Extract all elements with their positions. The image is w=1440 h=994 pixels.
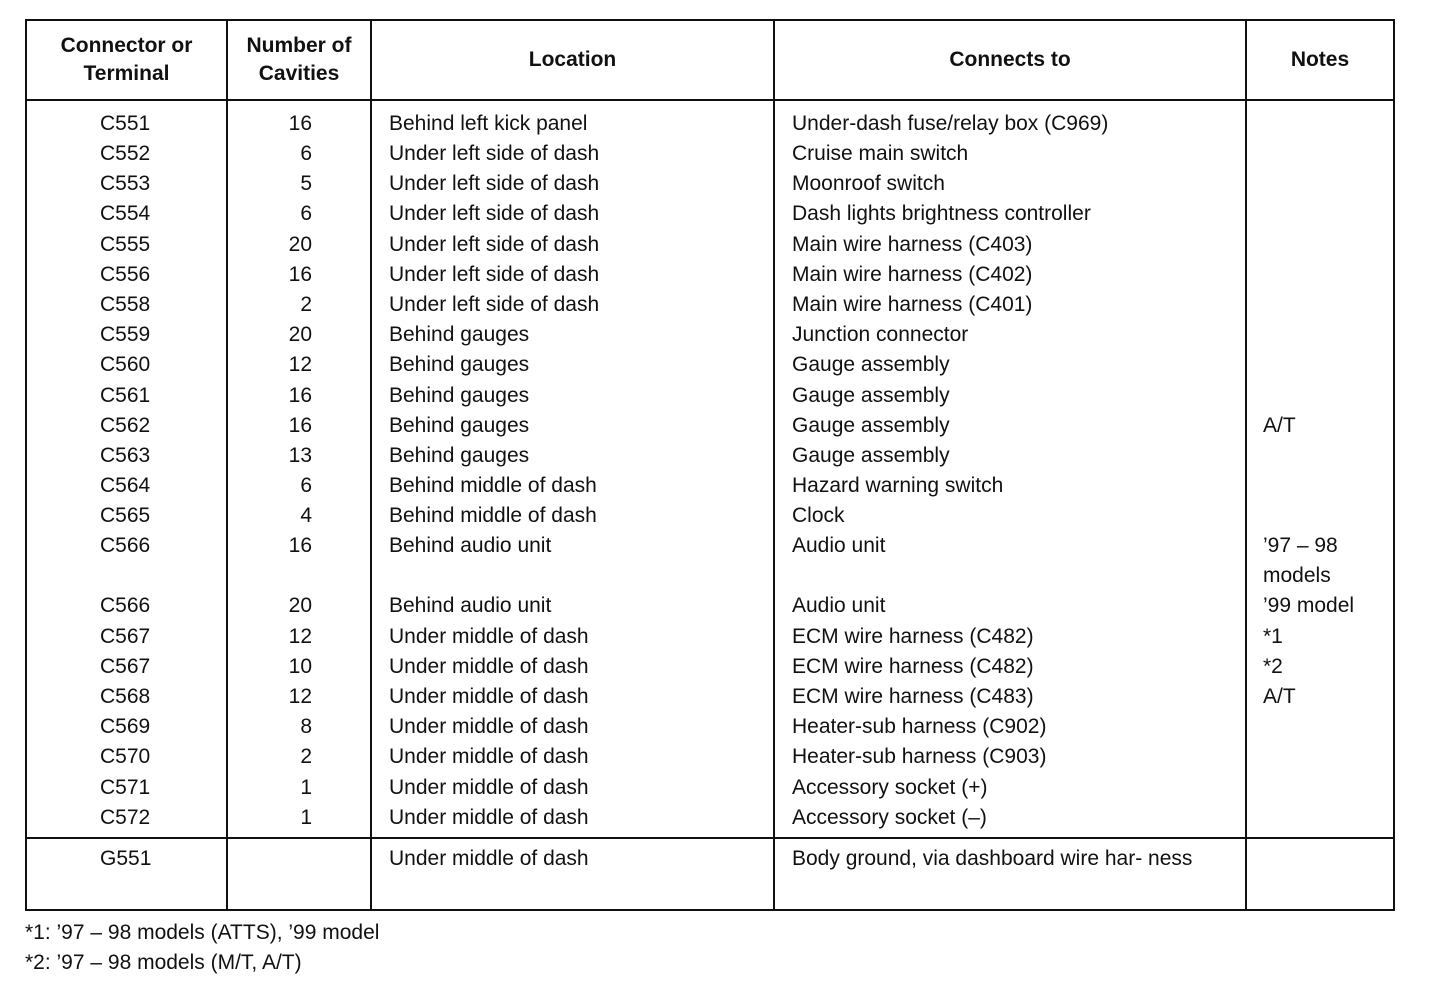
cell-notes — [1246, 199, 1394, 229]
cell-connector: C566 — [26, 531, 227, 591]
table-row — [26, 169, 1394, 199]
cell-notes — [1246, 712, 1394, 742]
cell-location: Under middle of dash — [371, 712, 774, 742]
cell-connector: C569 — [26, 712, 227, 742]
connector-table — [25, 19, 1395, 911]
header-row — [26, 20, 1394, 100]
cell-location: Under middle of dash — [371, 742, 774, 772]
cell-connector: C554 — [26, 199, 227, 229]
cell-cavities — [227, 838, 371, 910]
cell-location: Behind gauges — [371, 350, 774, 380]
cell-cavities: 16 — [227, 260, 371, 290]
cell-location: Behind left kick panel — [371, 100, 774, 139]
cell-location: Behind audio unit — [371, 591, 774, 621]
table-row — [26, 381, 1394, 411]
cell-cavities: 1 — [227, 773, 371, 803]
cell-notes: ’99 model — [1246, 591, 1394, 621]
cell-location: Behind middle of dash — [371, 471, 774, 501]
table-row — [26, 471, 1394, 501]
cell-cavities: 12 — [227, 682, 371, 712]
cell-connects-to: Heater-sub harness (C903) — [774, 742, 1246, 772]
cell-location: Under middle of dash — [371, 622, 774, 652]
cell-location: Behind gauges — [371, 381, 774, 411]
table-row — [26, 742, 1394, 772]
cell-connects-to: Junction connector — [774, 320, 1246, 350]
cell-cavities: 6 — [227, 139, 371, 169]
cell-notes — [1246, 773, 1394, 803]
cell-connects-to: ECM wire harness (C482) — [774, 622, 1246, 652]
ground-section — [26, 838, 1394, 910]
cell-notes — [1246, 230, 1394, 260]
table-row — [26, 712, 1394, 742]
cell-connector: C555 — [26, 230, 227, 260]
cell-connector: C559 — [26, 320, 227, 350]
cell-connector: C556 — [26, 260, 227, 290]
table-row — [26, 501, 1394, 531]
cell-notes — [1246, 471, 1394, 501]
cell-notes — [1246, 290, 1394, 320]
cell-connector: C562 — [26, 411, 227, 441]
cell-connects-to: Gauge assembly — [774, 350, 1246, 380]
cell-cavities: 6 — [227, 199, 371, 229]
cell-notes — [1246, 100, 1394, 139]
cell-notes — [1246, 441, 1394, 471]
cell-cavities: 2 — [227, 290, 371, 320]
cell-cavities: 2 — [227, 742, 371, 772]
table-row — [26, 682, 1394, 712]
cell-connects-to: Accessory socket (–) — [774, 803, 1246, 838]
cell-connector: C567 — [26, 652, 227, 682]
cell-connects-to: Audio unit — [774, 531, 1246, 591]
cell-cavities: 8 — [227, 712, 371, 742]
cell-notes — [1246, 803, 1394, 838]
cell-location: Under middle of dash — [371, 652, 774, 682]
cell-location: Under left side of dash — [371, 230, 774, 260]
cell-location: Behind gauges — [371, 411, 774, 441]
cell-connects-to: Clock — [774, 501, 1246, 531]
cell-cavities: 10 — [227, 652, 371, 682]
cell-location: Under left side of dash — [371, 139, 774, 169]
cell-connector: C558 — [26, 290, 227, 320]
cell-connector: C565 — [26, 501, 227, 531]
header-notes: Notes — [1246, 20, 1394, 100]
cell-connector: C564 — [26, 471, 227, 501]
cell-connector: C572 — [26, 803, 227, 838]
cell-connects-to: Gauge assembly — [774, 441, 1246, 471]
cell-location: Under left side of dash — [371, 260, 774, 290]
cell-connects-to: Hazard warning switch — [774, 471, 1246, 501]
cell-notes — [1246, 838, 1394, 910]
cell-notes: ’97 – 98 models — [1246, 531, 1394, 591]
cell-notes: A/T — [1246, 682, 1394, 712]
cell-location: Under middle of dash — [371, 773, 774, 803]
cell-cavities: 5 — [227, 169, 371, 199]
cell-cavities: 13 — [227, 441, 371, 471]
header-connector: Connector or Terminal — [26, 20, 227, 100]
cell-notes — [1246, 381, 1394, 411]
cell-connector: C571 — [26, 773, 227, 803]
cell-notes — [1246, 742, 1394, 772]
table-row — [26, 652, 1394, 682]
cell-connects-to: Body ground, via dashboard wire har- ness — [774, 838, 1246, 910]
table-row — [26, 803, 1394, 838]
cell-notes — [1246, 139, 1394, 169]
table-row — [26, 441, 1394, 471]
table-row — [26, 260, 1394, 290]
cell-location: Under middle of dash — [371, 803, 774, 838]
cell-connector: C552 — [26, 139, 227, 169]
table-body — [26, 100, 1394, 838]
header-cavities: Number of Cavities — [227, 20, 371, 100]
table-row — [26, 290, 1394, 320]
cell-location: Under left side of dash — [371, 169, 774, 199]
table-row — [26, 591, 1394, 621]
footnote-2: *2: ’97 – 98 models (M/T, A/T) — [25, 951, 302, 974]
table-row — [26, 230, 1394, 260]
table-row — [26, 773, 1394, 803]
cell-cavities: 12 — [227, 350, 371, 380]
cell-connects-to: Heater-sub harness (C902) — [774, 712, 1246, 742]
cell-location: Under middle of dash — [371, 682, 774, 712]
cell-connector: C567 — [26, 622, 227, 652]
cell-location: Behind gauges — [371, 320, 774, 350]
cell-cavities: 1 — [227, 803, 371, 838]
cell-cavities: 20 — [227, 320, 371, 350]
cell-connector: C563 — [26, 441, 227, 471]
cell-connects-to: Dash lights brightness controller — [774, 199, 1246, 229]
table-row — [26, 411, 1394, 441]
cell-connector: C560 — [26, 350, 227, 380]
cell-location: Behind middle of dash — [371, 501, 774, 531]
cell-location: Under middle of dash — [371, 838, 774, 910]
cell-notes — [1246, 169, 1394, 199]
cell-notes — [1246, 501, 1394, 531]
table-row — [26, 350, 1394, 380]
cell-cavities: 6 — [227, 471, 371, 501]
cell-connects-to: ECM wire harness (C483) — [774, 682, 1246, 712]
cell-connects-to: Main wire harness (C403) — [774, 230, 1246, 260]
cell-cavities: 16 — [227, 411, 371, 441]
cell-connector: C566 — [26, 591, 227, 621]
cell-connects-to: Gauge assembly — [774, 381, 1246, 411]
cell-connector: C570 — [26, 742, 227, 772]
cell-connector: G551 — [26, 838, 227, 910]
cell-location: Behind gauges — [371, 441, 774, 471]
cell-cavities: 4 — [227, 501, 371, 531]
cell-connects-to: ECM wire harness (C482) — [774, 652, 1246, 682]
cell-location: Behind audio unit — [371, 531, 774, 591]
table-row — [26, 531, 1394, 591]
cell-connects-to: Accessory socket (+) — [774, 773, 1246, 803]
footnote-1: *1: ’97 – 98 models (ATTS), ’99 model — [25, 921, 380, 944]
cell-connector: C551 — [26, 100, 227, 139]
cell-connector: C568 — [26, 682, 227, 712]
cell-connects-to: Main wire harness (C401) — [774, 290, 1246, 320]
cell-location: Under left side of dash — [371, 290, 774, 320]
cell-connector: C553 — [26, 169, 227, 199]
cell-cavities: 16 — [227, 381, 371, 411]
header-connects-to: Connects to — [774, 20, 1246, 100]
table-row-ground — [26, 838, 1394, 910]
cell-connector: C561 — [26, 381, 227, 411]
table-row — [26, 139, 1394, 169]
cell-cavities: 16 — [227, 100, 371, 139]
table-row — [26, 199, 1394, 229]
table-row — [26, 622, 1394, 652]
table-row — [26, 320, 1394, 350]
table-row — [26, 100, 1394, 139]
header-location: Location — [371, 20, 774, 100]
cell-connects-to: Audio unit — [774, 591, 1246, 621]
cell-cavities: 20 — [227, 230, 371, 260]
cell-location: Under left side of dash — [371, 199, 774, 229]
footnotes — [25, 918, 379, 978]
cell-notes: A/T — [1246, 411, 1394, 441]
cell-notes — [1246, 320, 1394, 350]
cell-connects-to: Moonroof switch — [774, 169, 1246, 199]
cell-connects-to: Under-dash fuse/relay box (C969) — [774, 100, 1246, 139]
cell-notes — [1246, 260, 1394, 290]
cell-connects-to: Cruise main switch — [774, 139, 1246, 169]
cell-connects-to: Main wire harness (C402) — [774, 260, 1246, 290]
cell-cavities: 16 — [227, 531, 371, 591]
cell-notes: *1 — [1246, 622, 1394, 652]
cell-connects-to: Gauge assembly — [774, 411, 1246, 441]
cell-notes — [1246, 350, 1394, 380]
cell-cavities: 12 — [227, 622, 371, 652]
cell-notes: *2 — [1246, 652, 1394, 682]
cell-cavities: 20 — [227, 591, 371, 621]
